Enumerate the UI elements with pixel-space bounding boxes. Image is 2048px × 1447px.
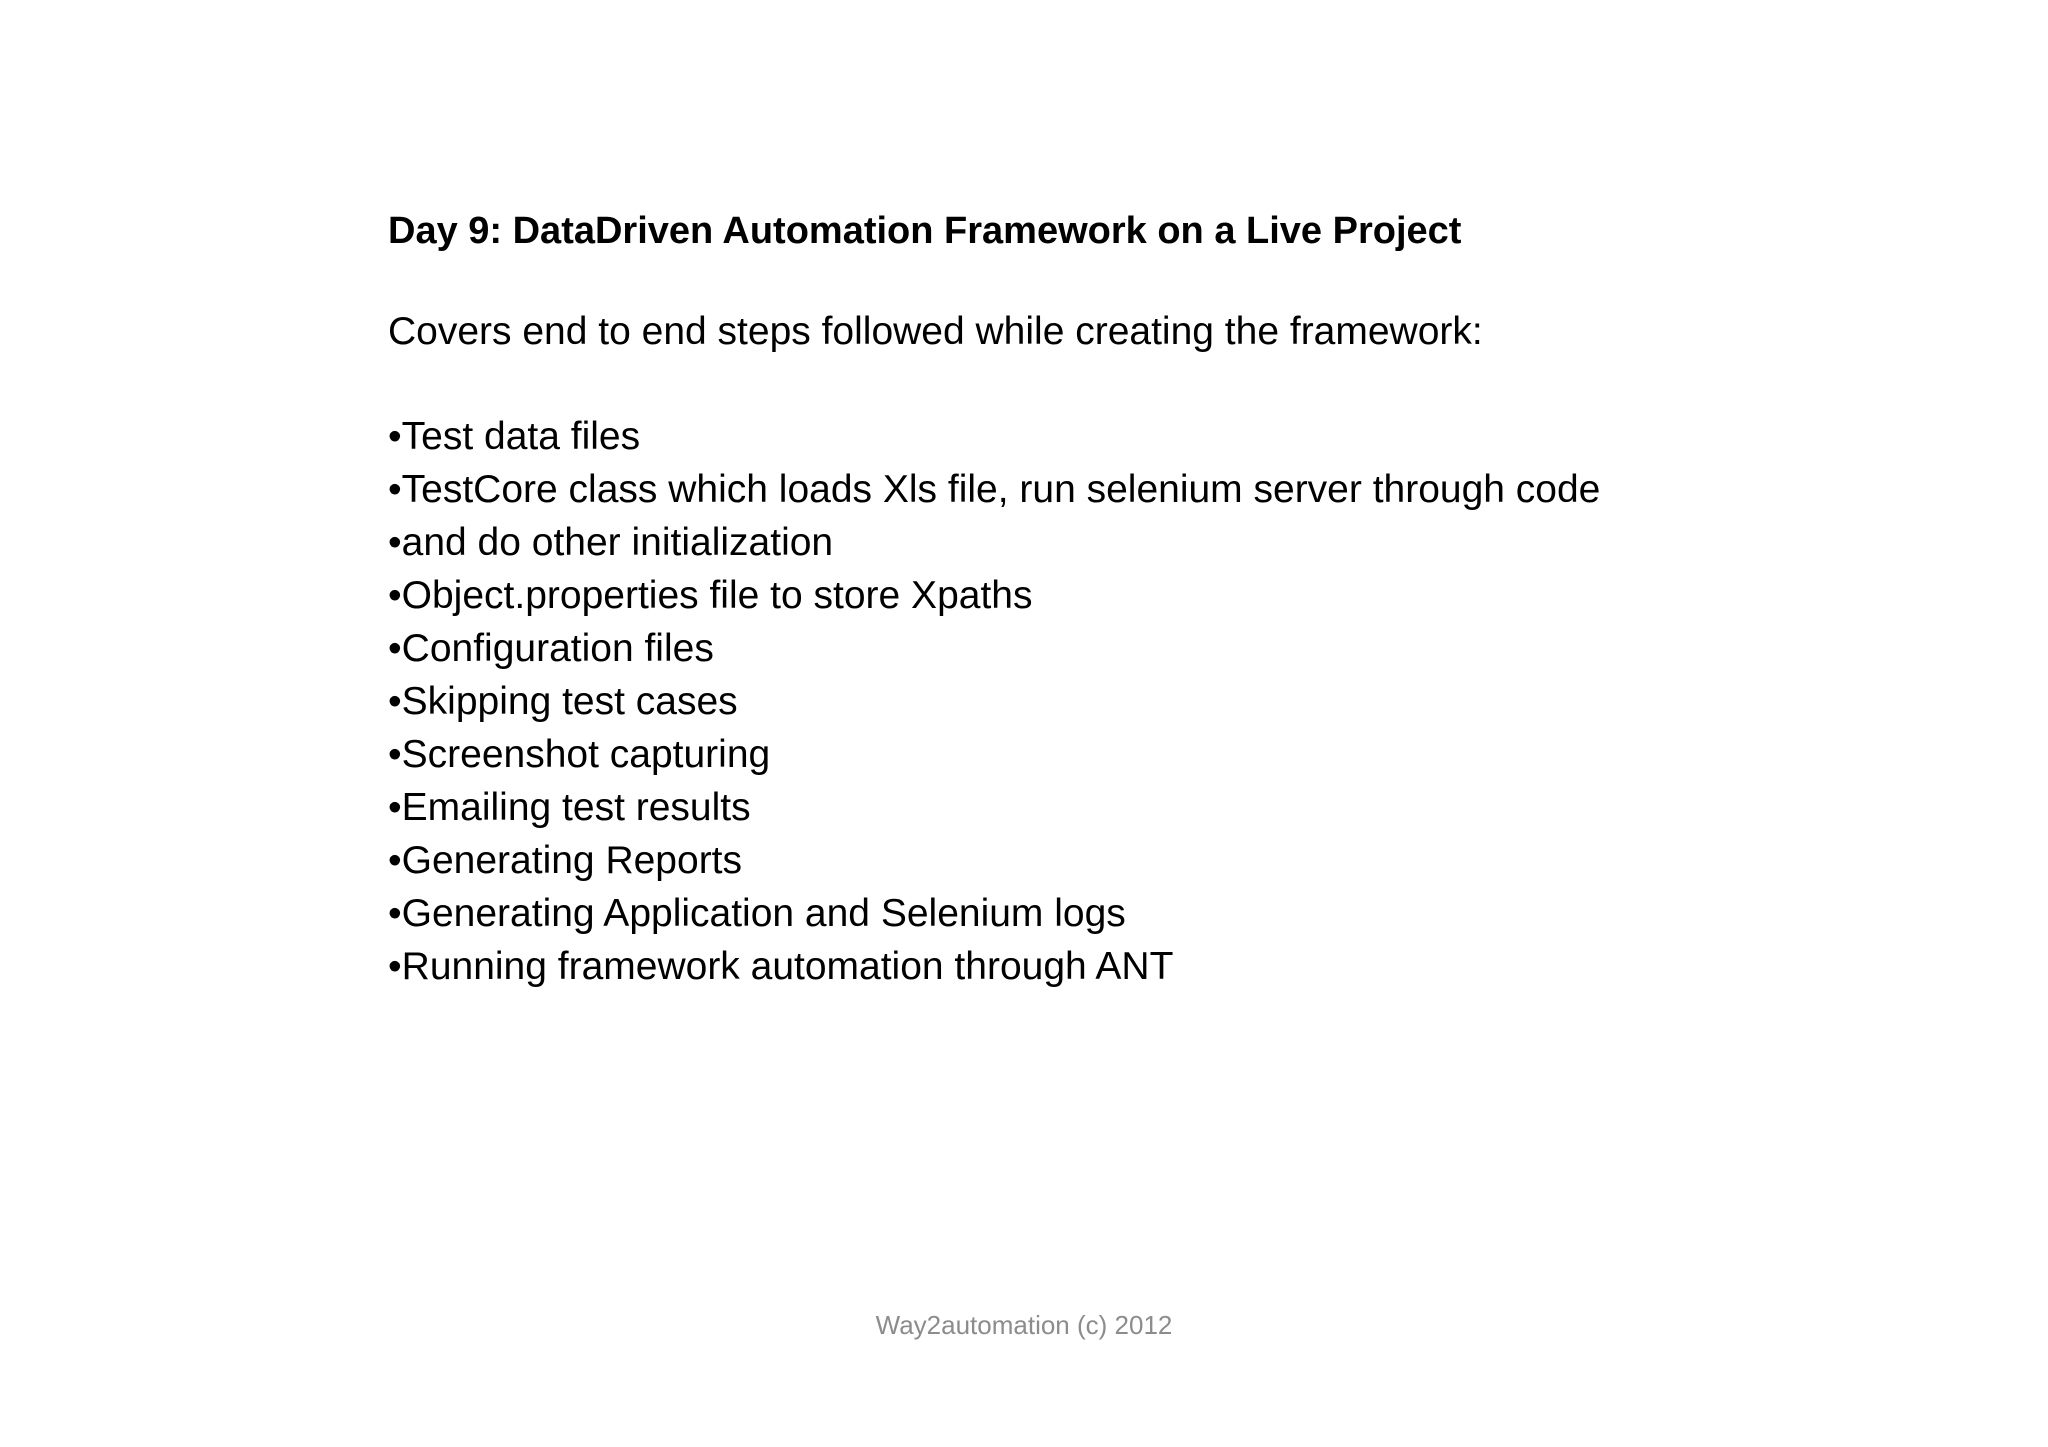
bullet-glyph: • <box>388 680 402 723</box>
bullet-glyph: • <box>388 415 402 458</box>
bullet-glyph: • <box>388 521 402 564</box>
bullet-text: Test data files <box>401 415 641 458</box>
bullet-item <box>388 516 1648 569</box>
bullet-item <box>388 622 1648 675</box>
bullet-text: Generating Application and Selenium logs <box>401 892 1126 935</box>
bullet-text: Object.properties file to store Xpaths <box>401 574 1033 617</box>
bullet-item <box>388 834 1648 887</box>
bullet-list <box>388 410 1648 993</box>
slide-content <box>388 200 1648 993</box>
bullet-item <box>388 728 1648 781</box>
bullet-text: Generating Reports <box>401 839 743 882</box>
bullet-text: TestCore class which loads Xls file, run selenium server through code <box>401 468 1601 511</box>
bullet-glyph: • <box>388 892 402 935</box>
bullet-text: Emailing test results <box>401 786 751 829</box>
bullet-item <box>388 887 1648 940</box>
slide-intro: Covers end to end steps followed while creating the framework: <box>388 310 1483 353</box>
slide-title: Day 9: DataDriven Automation Framework on a Live Project <box>388 210 1462 252</box>
bullet-item <box>388 940 1648 993</box>
bullet-text: Screenshot capturing <box>401 733 771 776</box>
bullet-glyph: • <box>388 945 402 988</box>
slide-footer: Way2automation (c) 2012 <box>875 1310 1173 1340</box>
bullet-text: Skipping test cases <box>401 680 738 723</box>
bullet-glyph: • <box>388 733 402 776</box>
bullet-glyph: • <box>388 468 402 511</box>
bullet-text: Running framework automation through ANT <box>401 945 1174 988</box>
bullet-glyph: • <box>388 627 402 670</box>
bullet-text: Configuration files <box>401 627 714 670</box>
bullet-item <box>388 569 1648 622</box>
bullet-item <box>388 463 1648 516</box>
bullet-item <box>388 781 1648 834</box>
bullet-item <box>388 410 1648 463</box>
bullet-text: and do other initialization <box>401 521 834 564</box>
bullet-glyph: • <box>388 786 402 829</box>
bullet-glyph: • <box>388 839 402 882</box>
bullet-glyph: • <box>388 574 402 617</box>
bullet-item <box>388 675 1648 728</box>
